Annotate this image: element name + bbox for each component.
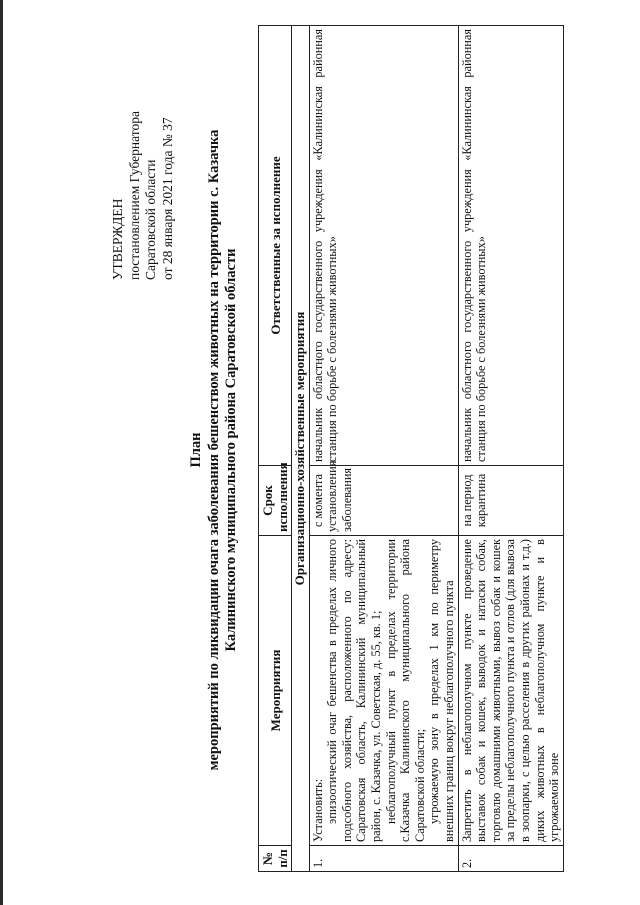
row-number: 2. bbox=[458, 846, 563, 872]
activity-lead: Установить: bbox=[310, 778, 325, 842]
document-title bbox=[188, 40, 240, 860]
rotated-sheet bbox=[22, 20, 612, 880]
section-title: Организационно-хозяйственные мероприятия bbox=[292, 26, 310, 872]
section-row bbox=[292, 26, 310, 872]
activity-paragraph: неблагополучный пункт в пределах территории с.Казачка Калининского муниципального района Саратовской области; bbox=[383, 539, 427, 842]
title-heading: План bbox=[188, 432, 204, 468]
header-no: № п/п bbox=[259, 846, 292, 872]
row-activity: Запретить в неблагополучном пункте проведение выставок собак и кошек, выводок и натаски собак, торговлю домашними животными, вывоз собак и кошек за пределы неблагополучного пункта и отлов (для вывоза в зоопарки, с целью расселения в других районах и т.д.) диких животных в неблагополучном пункте и в угрожаемой зоне bbox=[458, 536, 563, 846]
row-activity bbox=[309, 536, 458, 846]
row-responsible: начальник областного государственного учреждения «Калининская районная станция по борьбе с болезнями животных» bbox=[309, 26, 458, 466]
table-row bbox=[309, 26, 458, 872]
approval-line-1: УТВЕРЖДЕН bbox=[110, 198, 125, 280]
approval-line-2: постановлением Губернатора bbox=[126, 111, 142, 280]
table-header-row bbox=[259, 26, 292, 872]
header-responsible: Ответственные за исполнение bbox=[259, 26, 292, 466]
row-responsible: начальник областного государственного учреждения «Калининская районная станция по борьбе с болезнями животных» bbox=[458, 26, 563, 466]
approval-line-3: Саратовской области bbox=[143, 159, 158, 280]
row-number: 1. bbox=[309, 846, 458, 872]
plan-table bbox=[258, 25, 564, 872]
title-line-2: Калининского муниципального района Саратовской области bbox=[223, 248, 239, 652]
row-term: с момента установления заболевания bbox=[309, 466, 458, 536]
table-row bbox=[458, 26, 563, 872]
scan-edge bbox=[0, 0, 3, 905]
header-term: Срок исполнения bbox=[259, 466, 292, 536]
approval-line-4: от 28 января 2021 года № 37 bbox=[159, 117, 175, 280]
row-term: на период карантина bbox=[458, 466, 563, 536]
title-line-1: мероприятий по ликвидации очага заболевания бешенством животных на территории с. Казачка bbox=[206, 129, 222, 771]
approval-stamp bbox=[110, 25, 176, 280]
activity-paragraph: эпизоотический очаг бешенства в пределах личного подсобного хозяйства, расположенного по адресу: Саратовская область, Калининский муниципальный район, с. Казачка, ул. Советская, д. 55, кв. 1; bbox=[325, 539, 383, 842]
activity-paragraph: угрожаемую зону в пределах 1 км по периметру внешних границ вокруг неблагополучного пункта bbox=[427, 539, 456, 842]
header-activities: Мероприятия bbox=[259, 536, 292, 846]
